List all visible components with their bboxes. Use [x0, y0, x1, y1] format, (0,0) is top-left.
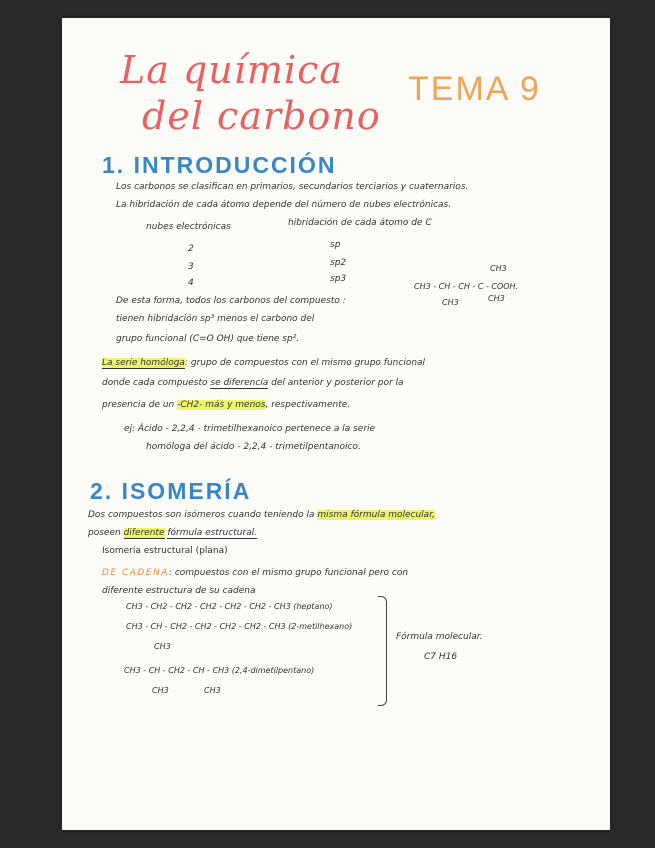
example-line-1: ej: Ácido - 2,2,4 - trimetilhexanoico pertenece a la serie [124, 424, 376, 434]
serie-text: , respectivamente. [265, 400, 351, 410]
table-cell-hibridacion: sp [330, 240, 341, 250]
formula-top-methyl: CH3 [490, 264, 507, 273]
isomeria-text-underlined: fórmula estructural. [167, 528, 258, 538]
intro-paragraph-3a: De esta forma, todos los carbonos del compuesto : [116, 296, 346, 306]
formula-molecular-value: C7 H16 [424, 652, 458, 662]
title-line-2: del carbono [142, 94, 381, 138]
intro-paragraph-2: La hibridación de cada átomo depende del número de nubes electrónicas. [116, 200, 452, 210]
serie-text-highlight: -CH2- más y menos [177, 400, 266, 410]
title-line-1: La química [120, 48, 344, 92]
chem-dimetil-branch-1: CH3 [152, 686, 169, 695]
isomeria-text: poseen [88, 528, 121, 538]
isomeria-paragraph-2 [88, 528, 257, 538]
formula-bracket [378, 596, 387, 706]
tema-label: TEMA 9 [408, 70, 541, 108]
table-cell-nubes: 2 [188, 244, 194, 254]
table-cell-hibridacion: sp3 [330, 274, 347, 284]
table-cell-nubes: 4 [188, 278, 194, 288]
table-cell-nubes: 3 [188, 262, 194, 272]
cadena-text: : compuestos con el mismo grupo funcional pero con [168, 568, 409, 578]
serie-homologa-line-1 [102, 358, 425, 368]
intro-paragraph-3b: tienen hibridación sp³ menos el carbono del [116, 314, 315, 324]
isomeria-text-highlight: diferente [123, 528, 165, 538]
serie-homologa-term: La serie homóloga [102, 358, 185, 368]
chem-heptano: CH3 - CH2 - CH2 - CH2 - CH2 - CH2 - CH3 (heptano) [126, 602, 333, 611]
chem-2-metilhexano: CH3 - CH - CH2 - CH2 - CH2 - CH2 - CH3 (2-metilhexano) [126, 622, 353, 631]
table-header-nubes: nubes electrónicas [146, 222, 231, 232]
chem-dimetil-branch-2: CH3 [204, 686, 221, 695]
cadena-label: DE CADENA [102, 568, 169, 578]
formula-main: CH3 - CH - CH - C - COOH. [414, 282, 519, 291]
serie-text: presencia de un [102, 400, 175, 410]
serie-homologa-line-3 [102, 400, 350, 410]
example-line-2: homóloga del ácido - 2,2,4 - trimetilpentanoico. [146, 442, 361, 452]
notebook-page [62, 18, 610, 830]
serie-text: del anterior y posterior por la [271, 378, 404, 388]
table-cell-hibridacion: sp2 [330, 258, 347, 268]
serie-text: donde cada compuesto [102, 378, 208, 388]
cadena-line-2: diferente estructura de su cadena [102, 586, 256, 596]
cadena-line-1 [102, 568, 408, 578]
formula-sub-methyl-2: CH3 [488, 294, 505, 303]
intro-paragraph-1: Los carbonos se clasifican en primarios, secundarios terciarios y cuaternarios. [116, 182, 469, 192]
serie-homologa-line-2 [102, 378, 404, 388]
section-heading-isomeria: 2. ISOMERÍA [90, 478, 252, 504]
serie-homologa-definition: : grupo de compuestos con el mismo grupo funcional [184, 358, 426, 368]
intro-paragraph-3c: grupo funcional (C=O OH) que tiene sp². [116, 334, 300, 344]
table-header-hibridacion: hibridación de cada átomo de C [288, 218, 432, 228]
isomeria-text-highlight: misma fórmula molecular, [317, 510, 435, 520]
formula-molecular-label: Fórmula molecular. [396, 632, 483, 642]
isomeria-estructural-heading: Isomería estructural (plana) [102, 546, 228, 556]
formula-sub-methyl-1: CH3 [442, 298, 459, 307]
isomeria-text: Dos compuestos son isómeros cuando teniendo la [88, 510, 315, 520]
section-heading-introduccion: 1. INTRODUCCIÓN [102, 152, 337, 178]
chem-2-metilhexano-branch: CH3 [154, 642, 171, 651]
chem-2-4-dimetilpentano: CH3 - CH - CH2 - CH - CH3 (2,4-dimetilpentano) [124, 666, 315, 675]
serie-text-underlined: se diferencia [210, 378, 269, 388]
isomeria-paragraph-1 [88, 510, 435, 520]
